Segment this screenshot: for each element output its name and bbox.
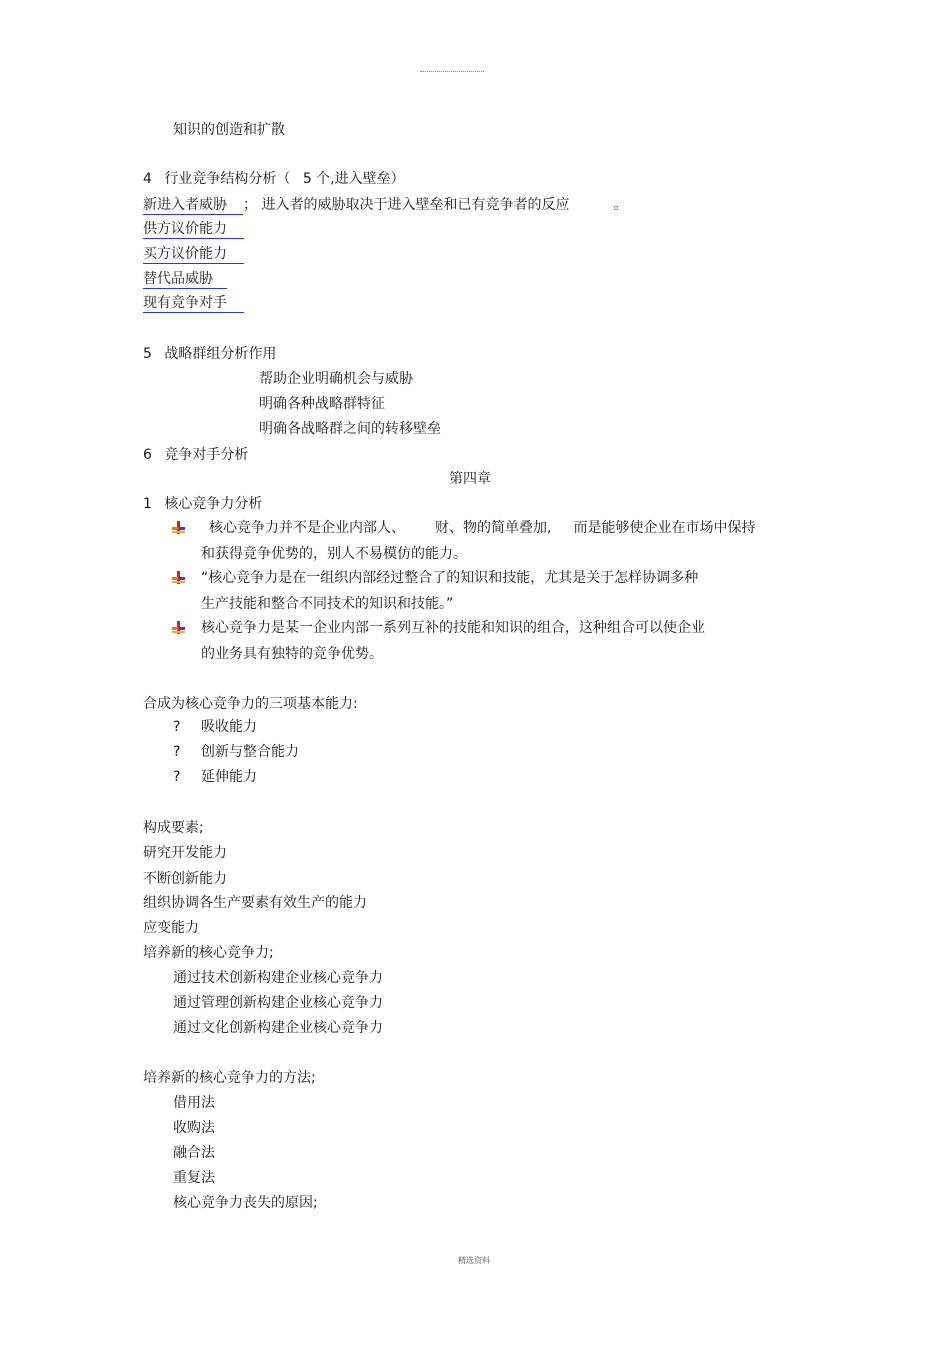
bullet-text-line: “核心竞争力是在一组织内部经过整合了的知识和技能，尤其是关于怎样协调多种 — [201, 570, 699, 586]
list-item: 明确各战略群之间的转移壁垒 — [259, 421, 441, 437]
text-fragment: 而是能够使企业在市场中保持 — [573, 520, 756, 536]
list-item: 收购法 — [173, 1120, 215, 1136]
section-title-count: 5 个,进入壁垒） — [302, 171, 405, 187]
section6-heading — [143, 446, 248, 464]
section-number: 6 — [143, 447, 152, 463]
list-item: 明确各种战略群特征 — [259, 396, 385, 412]
list-item — [143, 220, 244, 239]
bullet-text-line: 生产技能和整合不同技术的知识和技能。” — [201, 596, 454, 612]
list-item: 应变能力 — [143, 920, 199, 936]
chapter-title: 第四章 — [449, 471, 491, 487]
underlined-term: 替代品威胁 — [143, 270, 227, 289]
item-note-end: 。 — [613, 197, 628, 213]
list-item: 研究开发能力 — [143, 845, 227, 861]
section-title: 行业竞争结构分析（ — [164, 171, 291, 187]
list-item: 重复法 — [173, 1170, 215, 1186]
list-item — [143, 270, 227, 289]
bullet-icon — [172, 571, 186, 585]
list-item-text: 吸收能力 — [201, 719, 257, 735]
list-item — [143, 245, 244, 264]
list-item — [173, 768, 257, 786]
list-item-text: 延伸能力 — [201, 769, 257, 785]
list-item — [143, 196, 627, 215]
section-number: 4 — [143, 171, 152, 187]
underlined-term: 新进入者威胁 — [143, 196, 243, 215]
list-item — [143, 294, 244, 313]
section-number: 5 — [143, 346, 152, 362]
chapter-section-heading — [143, 495, 262, 513]
list-item — [173, 718, 257, 736]
bullet-icon — [172, 621, 186, 635]
list-item: 通过技术创新构建企业核心竞争力 — [173, 970, 383, 986]
list-item — [173, 743, 299, 761]
list-item: 融合法 — [173, 1145, 215, 1161]
paragraph-heading: 合成为核心竞争力的三项基本能力: — [143, 696, 358, 712]
list-item: 帮助企业明确机会与威胁 — [259, 371, 413, 387]
paragraph-heading: 培养新的核心竞争力的方法; — [143, 1070, 316, 1086]
section-number: 1 — [143, 496, 152, 512]
list-marker: ? — [173, 744, 181, 760]
page-footer: 精选资料 — [458, 1256, 490, 1265]
underlined-term: 买方议价能力 — [143, 245, 244, 264]
list-item: 核心竞争力丧失的原因; — [173, 1195, 318, 1211]
bullet-icon — [172, 521, 186, 535]
list-item: 组织协调各生产要素有效生产的能力 — [143, 895, 367, 911]
section-title: 战略群组分析作用 — [164, 346, 277, 362]
bullet-text-line: 核心竞争力是某一企业内部一系列互补的技能和知识的组合，这种组合可以使企业 — [201, 620, 705, 636]
list-item: 通过管理创新构建企业核心竞争力 — [173, 995, 383, 1011]
list-item-text: 创新与整合能力 — [201, 744, 299, 760]
text-fragment: 财、物的简单叠加, — [435, 520, 552, 536]
underlined-term: 供方议价能力 — [143, 220, 244, 239]
section-title: 竞争对手分析 — [164, 447, 249, 463]
section-title: 核心竞争力分析 — [164, 496, 263, 512]
text-fragment: 核心竞争力并不是企业内部人、 — [209, 520, 405, 536]
list-item: 通过文化创新构建企业核心竞争力 — [173, 1020, 383, 1036]
paragraph-heading: 构成要素; — [143, 820, 204, 836]
list-marker: ? — [173, 769, 181, 785]
list-item: 借用法 — [173, 1095, 215, 1111]
underlined-term: 现有竞争对手 — [143, 294, 244, 313]
bullet-text-line: 和获得竞争优势的，别人不易模仿的能力。 — [201, 546, 467, 562]
bullet-text-line — [209, 519, 755, 537]
list-marker: ? — [173, 719, 181, 735]
section3-tail: 知识的创造和扩散 — [173, 122, 285, 138]
bullet-text-line: 的业务具有独特的竞争优势。 — [201, 646, 383, 662]
paragraph-heading: 培养新的核心竞争力; — [143, 945, 274, 961]
list-item: 不断创新能力 — [143, 871, 227, 887]
header-rule — [420, 71, 484, 72]
section4-heading — [143, 170, 405, 188]
item-note: ； 进入者的威胁取决于进入壁垒和已有竞争者的反应 — [243, 197, 570, 213]
section5-heading — [143, 345, 276, 363]
